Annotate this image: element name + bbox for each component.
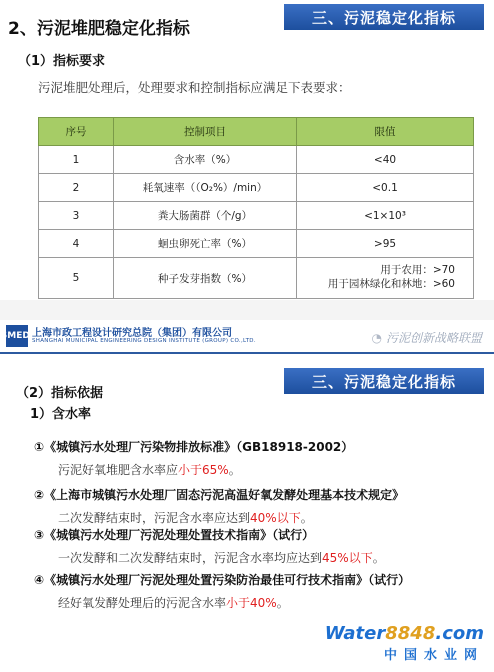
standard-title: ④《城镇污水处理厂污泥处理处置污染防治最佳可行技术指南》（试行） bbox=[34, 573, 411, 587]
standard-title: ③《城镇污水处理厂污泥处理处置技术指南》（试行） bbox=[34, 528, 315, 542]
institute-name-en: SHANGHAI MUNICIPAL ENGINEERING DESIGN INSTITUTE (GROUP) CO.,LTD. bbox=[32, 338, 256, 344]
req-post: 。 bbox=[276, 596, 289, 610]
col-header-limit: 限值 bbox=[297, 118, 474, 146]
limit-landscape: 用于园林绿化和林地：>60 bbox=[327, 278, 455, 290]
table-row bbox=[39, 202, 474, 230]
cell-no: 2 bbox=[39, 174, 114, 202]
cell-item: 含水率（%） bbox=[114, 146, 297, 174]
req-pre: 污泥好氧堆肥含水率应 bbox=[58, 463, 179, 477]
slide-stability-indicators bbox=[0, 0, 494, 300]
requirement-text bbox=[58, 549, 385, 566]
requirement-text bbox=[58, 461, 241, 478]
req-pre: 二次发酵结束时，污泥含水率应达到 bbox=[58, 511, 251, 525]
table-row bbox=[39, 230, 474, 258]
intro-text: 污泥堆肥处理后，处理要求和控制指标应满足下表要求： bbox=[38, 80, 351, 95]
table-row bbox=[39, 258, 474, 299]
limit-agri: 用于农用：>70 bbox=[380, 264, 455, 277]
cell-item: 蛔虫卵死亡率（%） bbox=[114, 230, 297, 258]
col-header-item: 控制项目 bbox=[114, 118, 297, 146]
cell-limit: <40 bbox=[297, 146, 474, 174]
cell-limit: <1×10³ bbox=[297, 202, 474, 230]
cell-item: 粪大肠菌群（个/g） bbox=[114, 202, 297, 230]
cell-limit: >95 bbox=[297, 230, 474, 258]
page-title: 2、污泥堆肥稳定化指标 bbox=[8, 19, 190, 39]
standard-title: ②《上海市城镇污水处理厂固态污泥高温好氧发酵处理基本技术规定》 bbox=[34, 488, 405, 502]
slide-separator bbox=[0, 300, 494, 320]
cell-item: 种子发芽指数（%） bbox=[114, 258, 297, 299]
institute-header bbox=[0, 320, 494, 354]
cell-no: 3 bbox=[39, 202, 114, 230]
table-header-row bbox=[39, 118, 474, 146]
indicator-table bbox=[38, 117, 474, 299]
req-post: 。 bbox=[228, 463, 241, 477]
institute-logo-icon: SMEDI bbox=[6, 325, 28, 347]
table-row bbox=[39, 146, 474, 174]
institute-name-cn: 上海市政工程设计研究总院（集团）有限公司 bbox=[32, 328, 232, 339]
req-highlight: 40%以下 bbox=[250, 511, 301, 525]
requirement-text bbox=[58, 509, 313, 526]
section-banner: 三、污泥稳定化指标 bbox=[284, 368, 484, 394]
watermark-logo bbox=[325, 623, 484, 644]
section-basis: （2）指标依据 bbox=[16, 386, 104, 401]
req-pre: 经好氧发酵处理后的污泥含水率 bbox=[58, 596, 227, 610]
cell-no: 5 bbox=[39, 258, 114, 299]
cell-no: 4 bbox=[39, 230, 114, 258]
req-post: 。 bbox=[300, 511, 313, 525]
cell-limit bbox=[297, 258, 474, 299]
table-row bbox=[39, 174, 474, 202]
wm-com: .com bbox=[435, 623, 484, 644]
section-banner: 三、污泥稳定化指标 bbox=[284, 4, 484, 30]
cell-no: 1 bbox=[39, 146, 114, 174]
cell-limit: <0.1 bbox=[297, 174, 474, 202]
req-post: 。 bbox=[372, 551, 385, 565]
requirement-text bbox=[58, 594, 289, 611]
watermark-cn: 中国水业网 bbox=[383, 648, 484, 663]
wm-water: Water bbox=[324, 623, 386, 644]
cell-item: 耗氧速率（（O₂%）/min） bbox=[114, 174, 297, 202]
req-highlight: 45%以下 bbox=[322, 551, 373, 565]
site-watermark bbox=[325, 623, 484, 663]
standard-title: ①《城镇污水处理厂污染物排放标准》（GB18918-2002） bbox=[34, 440, 354, 454]
req-highlight: 小于65% bbox=[178, 463, 229, 477]
req-highlight: 小于40% bbox=[226, 596, 277, 610]
wechat-icon: ◔ bbox=[371, 331, 382, 345]
req-pre: 一次发酵和二次发酵结束时，污泥含水率均应达到 bbox=[58, 551, 323, 565]
subsection-moisture: 1）含水率 bbox=[30, 407, 92, 422]
alliance-watermark bbox=[372, 329, 483, 346]
slide-indicator-basis bbox=[0, 320, 494, 672]
subtitle-requirements: （1）指标要求 bbox=[18, 54, 106, 69]
wm-num: 8848 bbox=[385, 623, 436, 644]
col-header-no: 序号 bbox=[39, 118, 114, 146]
alliance-label: 污泥创新战略联盟 bbox=[385, 331, 482, 345]
